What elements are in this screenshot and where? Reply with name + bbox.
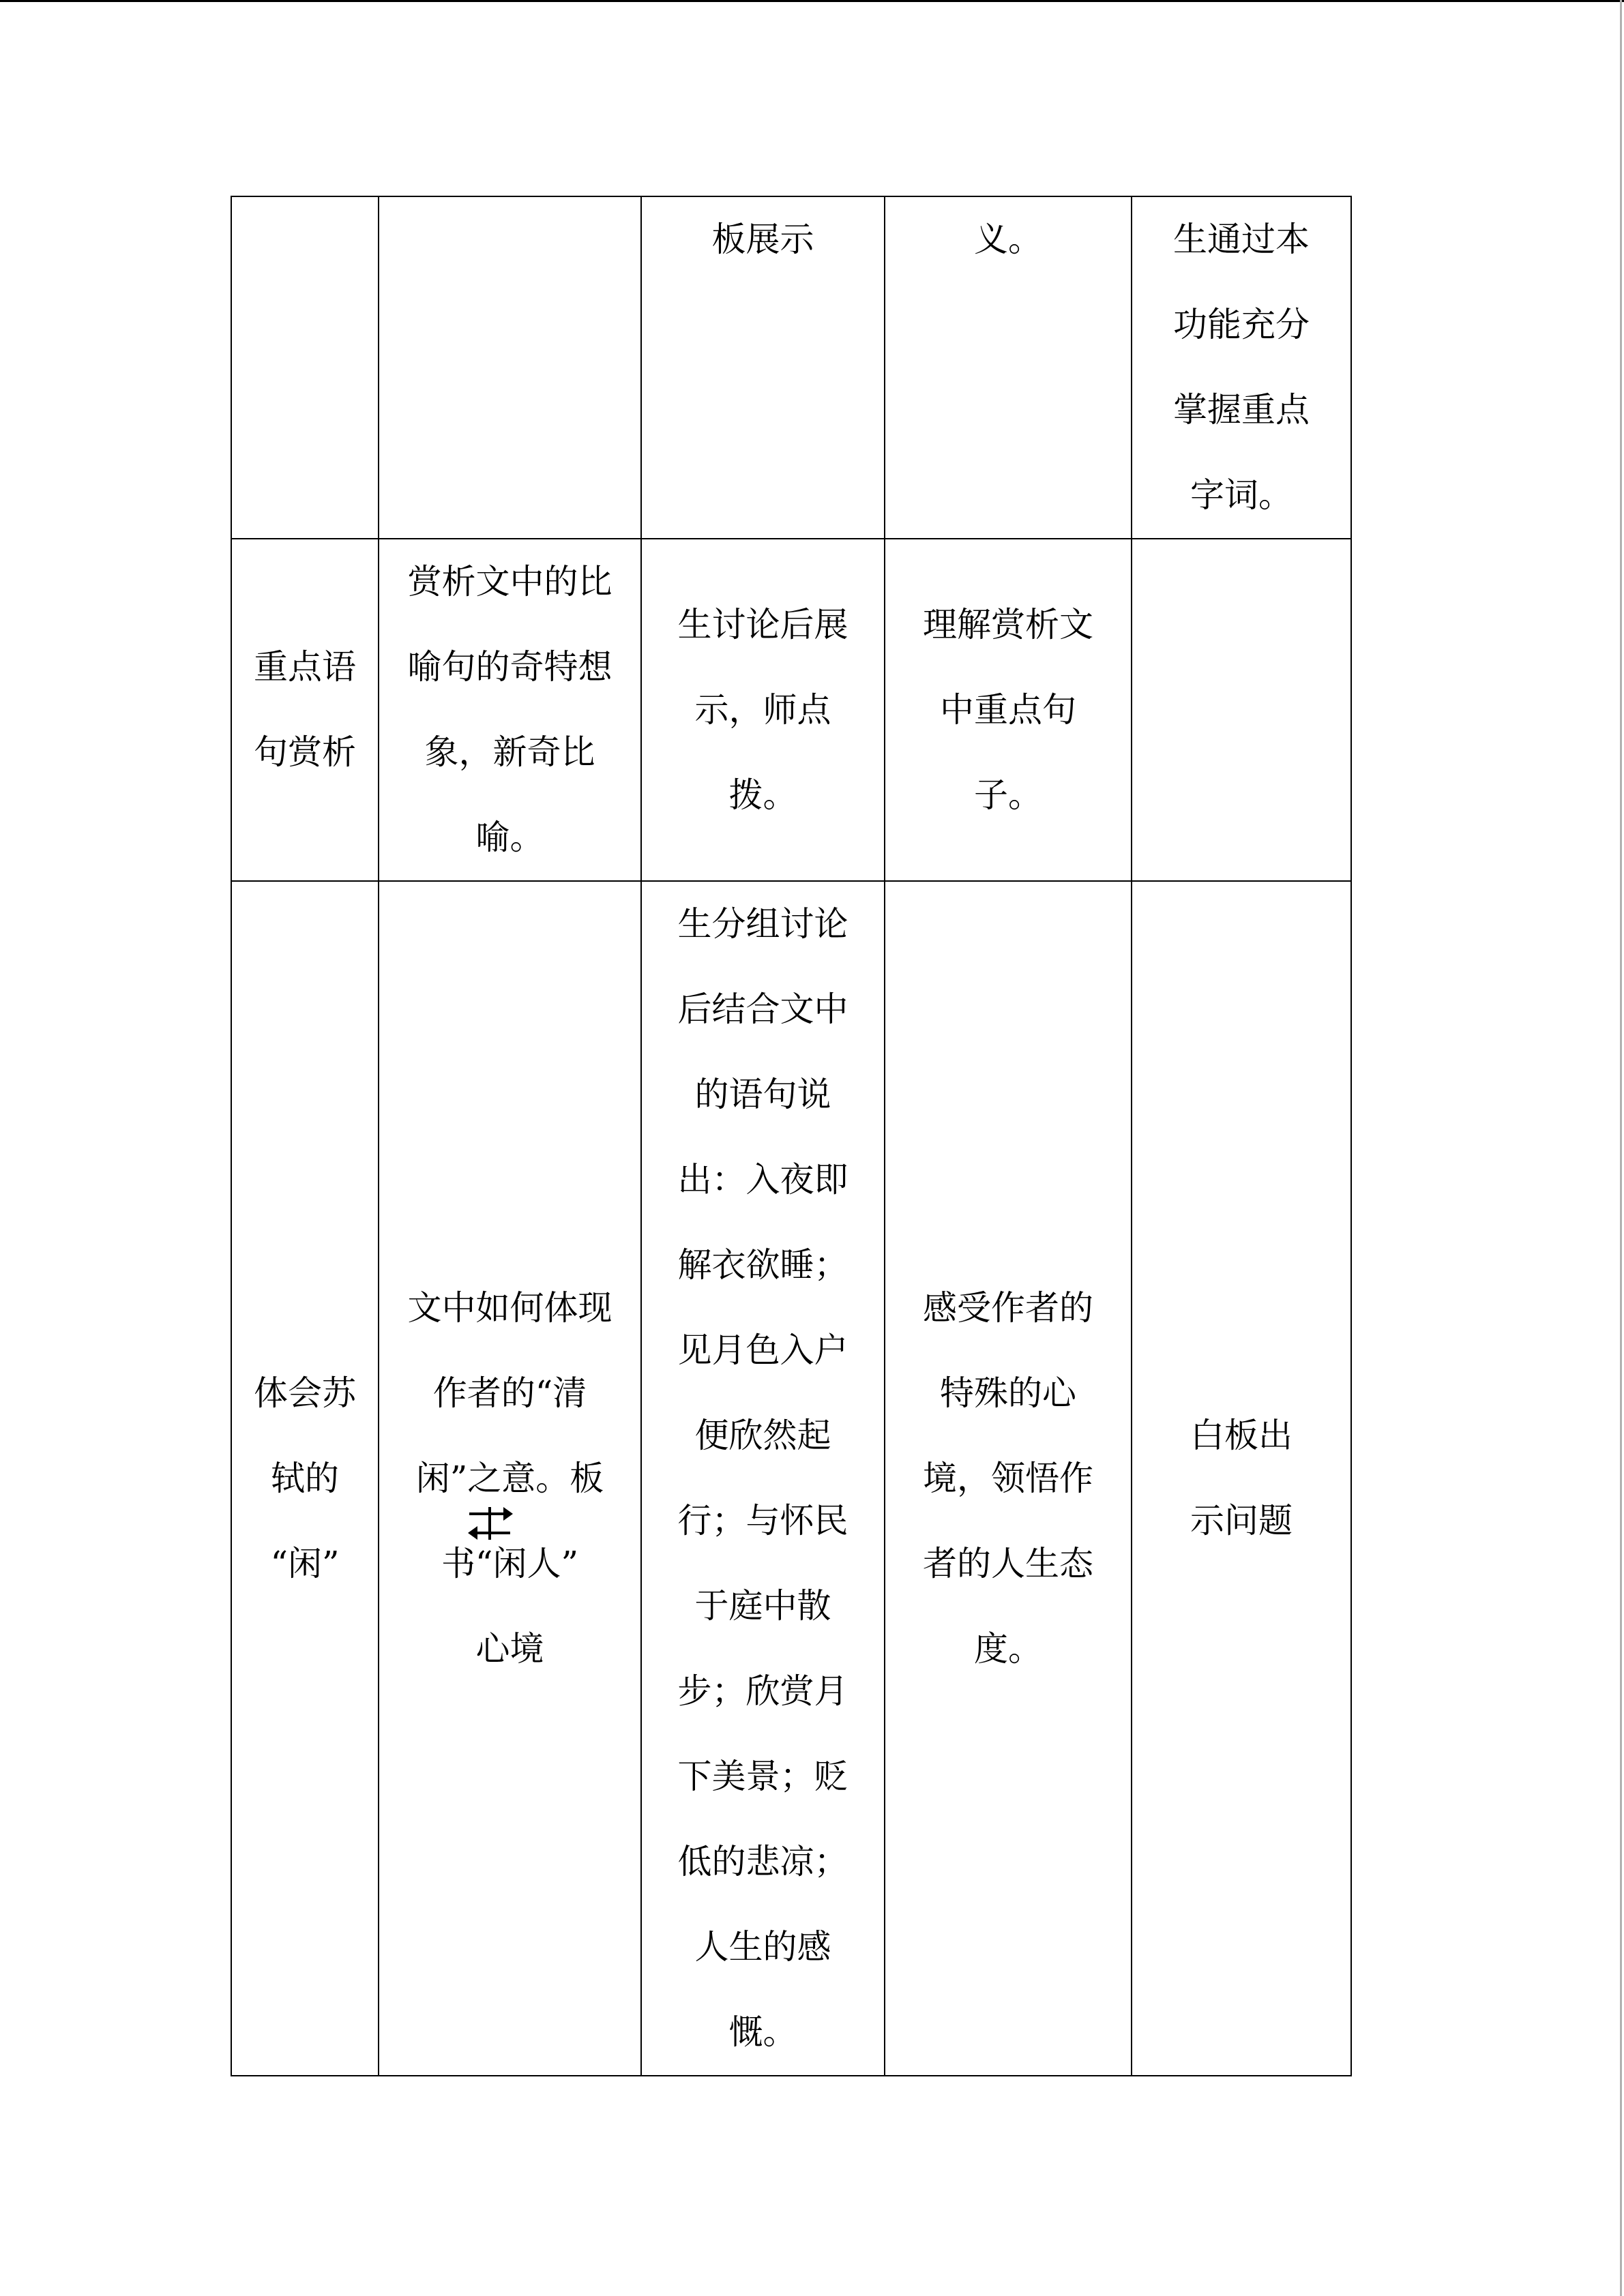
table-cell: 板展示 [641,196,885,539]
table-cell: 理解赏析文 中重点句 子。 [885,539,1132,881]
page-top-border [0,0,1624,2]
table-cell: 赏析文中的比 喻句的奇特想 象，新奇比 喻。 [379,539,641,881]
table-cell [1132,539,1351,881]
table-cell: 感受作者的 特殊的心 境，领悟作 者的人生态 度。 [885,881,1132,2076]
table-cell: 文中如何体现 作者的“清 闲”之意。板 书“闲人” 心境 [379,881,641,2076]
table-cell: 白板出 示问题 [1132,881,1351,2076]
table-row [231,881,1351,2076]
table-cell: 生分组讨论 后结合文中 的语句说 出：入夜即 解衣欲睡； 见月色入户 便欣然起 行；与怀民 于庭中散 步；欣赏月 下美景；贬 低的悲凉； 人生的感 慨。 [641,881,885,2076]
table-cell: 生通过本 功能充分 掌握重点 字词。 [1132,196,1351,539]
table-cell: 生讨论后展 示，师点 拨。 [641,539,885,881]
lesson-plan-table [231,196,1352,2076]
double-arrow-cursor-icon [467,1504,514,1542]
table-cell: 重点语 句赏析 [231,539,379,881]
table-cell: 体会苏 轼的 “闲” [231,881,379,2076]
table-cell: 义。 [885,196,1132,539]
table-row [231,196,1351,539]
table-row [231,539,1351,881]
table-cell [379,196,641,539]
page-right-edge [1620,0,1622,2296]
table-cell [231,196,379,539]
